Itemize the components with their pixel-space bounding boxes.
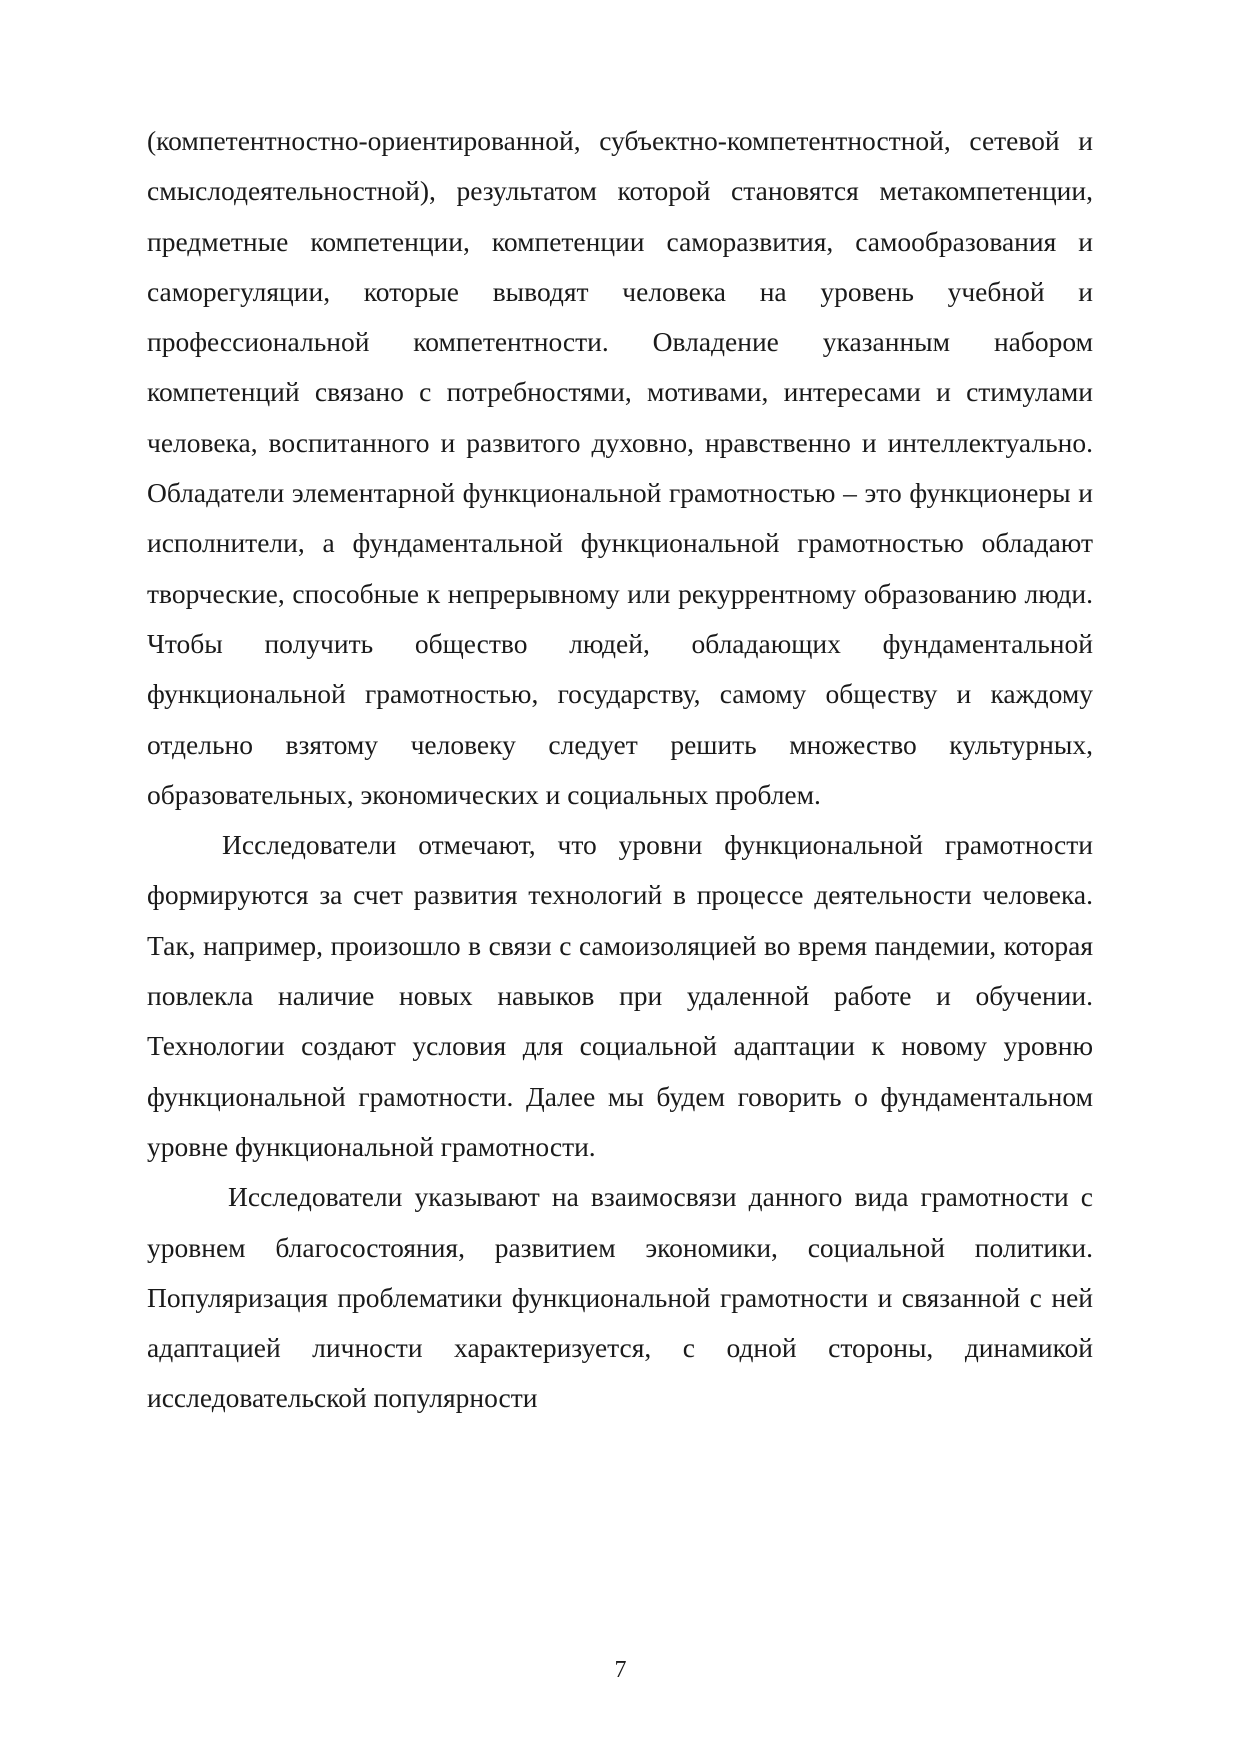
page-number: 7 xyxy=(614,1657,627,1683)
paragraph-3: Исследователи указывают на взаимосвязи данного вида грамотности с уровнем благосостояния, развитием экономики, социальной политики. Популяризация проблематики функциональной грамотности и связанной с ней адаптацией личности характеризуется, с одной стороны, динамикой исследовательской популярности xyxy=(147,1181,1093,1414)
paragraph-1: (компетентностно-ориентированной, субъектно-компетентностной, сетевой и смыслодеятельностной), результатом которой становятся метакомпетенции, предметные компетенции, компетенции саморазвития, самообразования и саморегуляции, которые выводят человека на уровень учебной и профессиональной компетентности. Овладение указанным набором компетенций связано с потребностями, мотивами, интересами и стимулами человека, воспитанного и развитого духовно, нравственно и интеллектуально. Обладатели элементарной функциональной грамотностью – это функционеры и исполнители, а фундаментальной функциональной грамотностью обладают творческие, способные к непрерывному или рекуррентному образованию люди. Чтобы получить общество людей, обладающих фундаментальной функциональной грамотностью, государству, самому обществу и каждому отдельно взятому человеку следует решить множество культурных, образовательных, экономических и социальных проблем. xyxy=(147,125,1093,810)
body-text xyxy=(147,116,1093,1424)
paragraph-2: Исследователи отмечают, что уровни функциональной грамотности формируются за счет развития технологий в процессе деятельности человека. Так, например, произошло в связи с самоизоляцией во время пандемии, которая повлекла наличие новых навыков при удаленной работе и обучении. Технологии создают условия для социальной адаптации к новому уровню функциональной грамотности. Далее мы будем говорить о фундаментальном уровне функциональной грамотности. xyxy=(147,829,1093,1162)
